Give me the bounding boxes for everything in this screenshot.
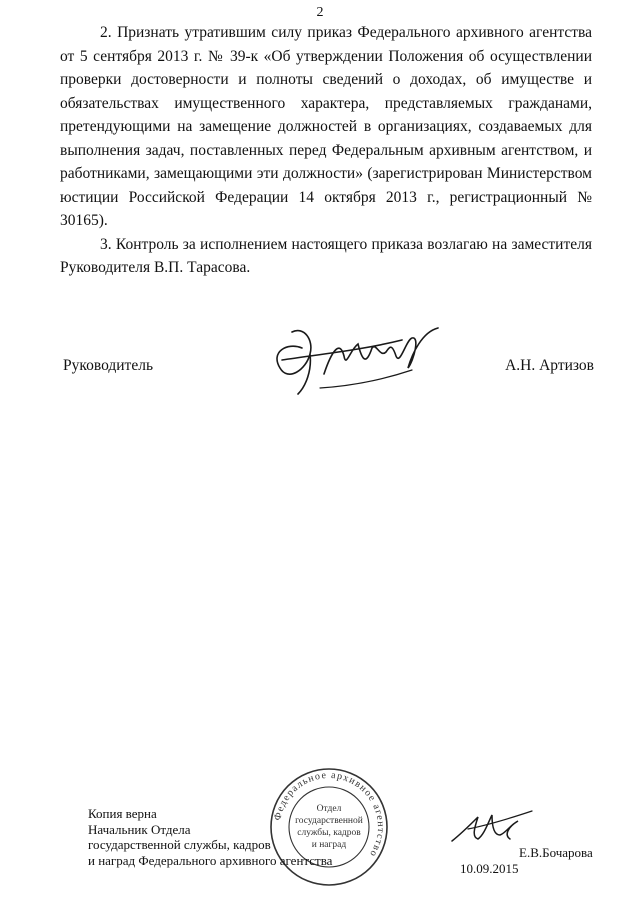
certification-line-3: государственной службы, кадров	[88, 837, 271, 852]
certifier-signature	[448, 805, 538, 850]
copy-certification	[88, 806, 332, 868]
document-body	[60, 21, 592, 280]
paragraph-3: 3. Контроль за исполнением настоящего приказа возлагаю на заместителя Руководителя В.П. Тарасова.	[60, 235, 592, 276]
stamp-line-4: и наград	[311, 840, 347, 850]
signatory-name: А.Н. Артизов	[505, 357, 594, 374]
page-number: 2	[316, 5, 324, 20]
stamp-line-1: Отдел	[316, 804, 342, 814]
stamp-ring-text: Федеральное архивное агентство	[272, 769, 387, 860]
certification-date: 10.09.2015	[460, 861, 519, 876]
certifier-name: Е.В.Бочарова	[519, 845, 593, 860]
paragraph-2: 2. Признать утратившим силу приказ Федерального архивного агентства от 5 сентября 2013 г. № 39-к «Об утверждении Положения об осуществлении проверки достоверности и полноты сведений о доходах, об имуществе и обязательствах имущественного характера, представляемых гражданами, претендующими на замещение должностей в организациях, создаваемых для выполнения задач, поставленных перед Федеральным архивным агентством, и работниками, замещающими эти должности» (зарегистрирован Министерством юстиции Российской Федерации 14 октября 2013 г., регистрационный № 30165).	[60, 24, 592, 229]
signatory-title: Руководитель	[63, 357, 154, 374]
stamp-line-3: службы, кадров	[297, 828, 361, 838]
head-handwritten-signature	[262, 310, 452, 400]
certification-line-2: Начальник Отдела	[88, 821, 191, 837]
stamp-line-2: государственной	[295, 816, 363, 826]
certification-line-1: Копия верна	[88, 806, 157, 821]
certification-line-4: и наград Федерального архивного агентства	[88, 852, 333, 868]
